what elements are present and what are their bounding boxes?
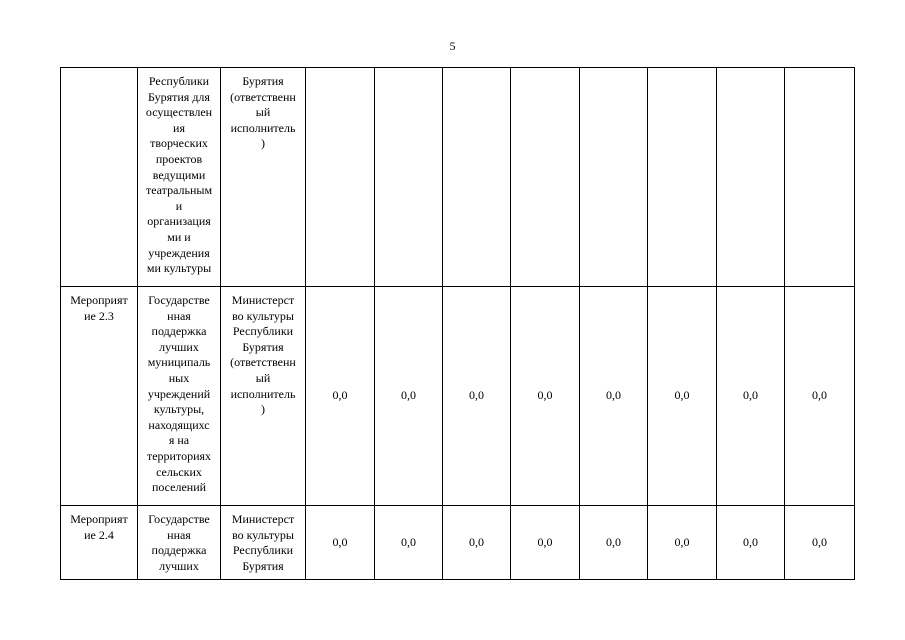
executor-cell: Министерст во культуры Республики Бурятия (ответственн ый исполнитель ) [221, 287, 306, 506]
value-cell: 0,0 [717, 506, 785, 580]
table-row [61, 506, 855, 580]
value-cell: 0,0 [580, 287, 648, 506]
table-row [61, 68, 855, 287]
event-description-cell: Республики Бурятия для осуществлен ия творческих проектов ведущими театральным и организация ми и учреждения ми культуры [138, 68, 221, 287]
value-cell [648, 68, 717, 287]
budget-table [60, 67, 855, 580]
value-cell: 0,0 [375, 287, 443, 506]
executor-cell: Бурятия (ответственн ый исполнитель ) [221, 68, 306, 287]
value-cell [443, 68, 511, 287]
table-body [61, 68, 855, 580]
event-name-cell: Мероприят ие 2.3 [61, 287, 138, 506]
value-cell: 0,0 [648, 287, 717, 506]
event-description-cell: Государстве нная поддержка лучших муниципаль ных учреждений культуры, находящихс я на территориях сельских поселений [138, 287, 221, 506]
value-cell [511, 68, 580, 287]
value-cell: 0,0 [375, 506, 443, 580]
value-cell: 0,0 [511, 287, 580, 506]
value-cell: 0,0 [648, 506, 717, 580]
value-cell [580, 68, 648, 287]
value-cell: 0,0 [443, 506, 511, 580]
value-cell: 0,0 [443, 287, 511, 506]
page-number: 5 [449, 39, 456, 53]
value-cell: 0,0 [785, 287, 855, 506]
executor-cell: Министерст во культуры Республики Бурятия [221, 506, 306, 580]
value-cell: 0,0 [717, 287, 785, 506]
event-name-cell [61, 68, 138, 287]
value-cell: 0,0 [511, 506, 580, 580]
value-cell: 0,0 [306, 506, 375, 580]
value-cell [375, 68, 443, 287]
value-cell: 0,0 [785, 506, 855, 580]
value-cell: 0,0 [580, 506, 648, 580]
event-name-cell: Мероприят ие 2.4 [61, 506, 138, 580]
value-cell: 0,0 [306, 287, 375, 506]
event-description-cell: Государстве нная поддержка лучших [138, 506, 221, 580]
value-cell [717, 68, 785, 287]
table-row [61, 287, 855, 506]
value-cell [306, 68, 375, 287]
value-cell [785, 68, 855, 287]
